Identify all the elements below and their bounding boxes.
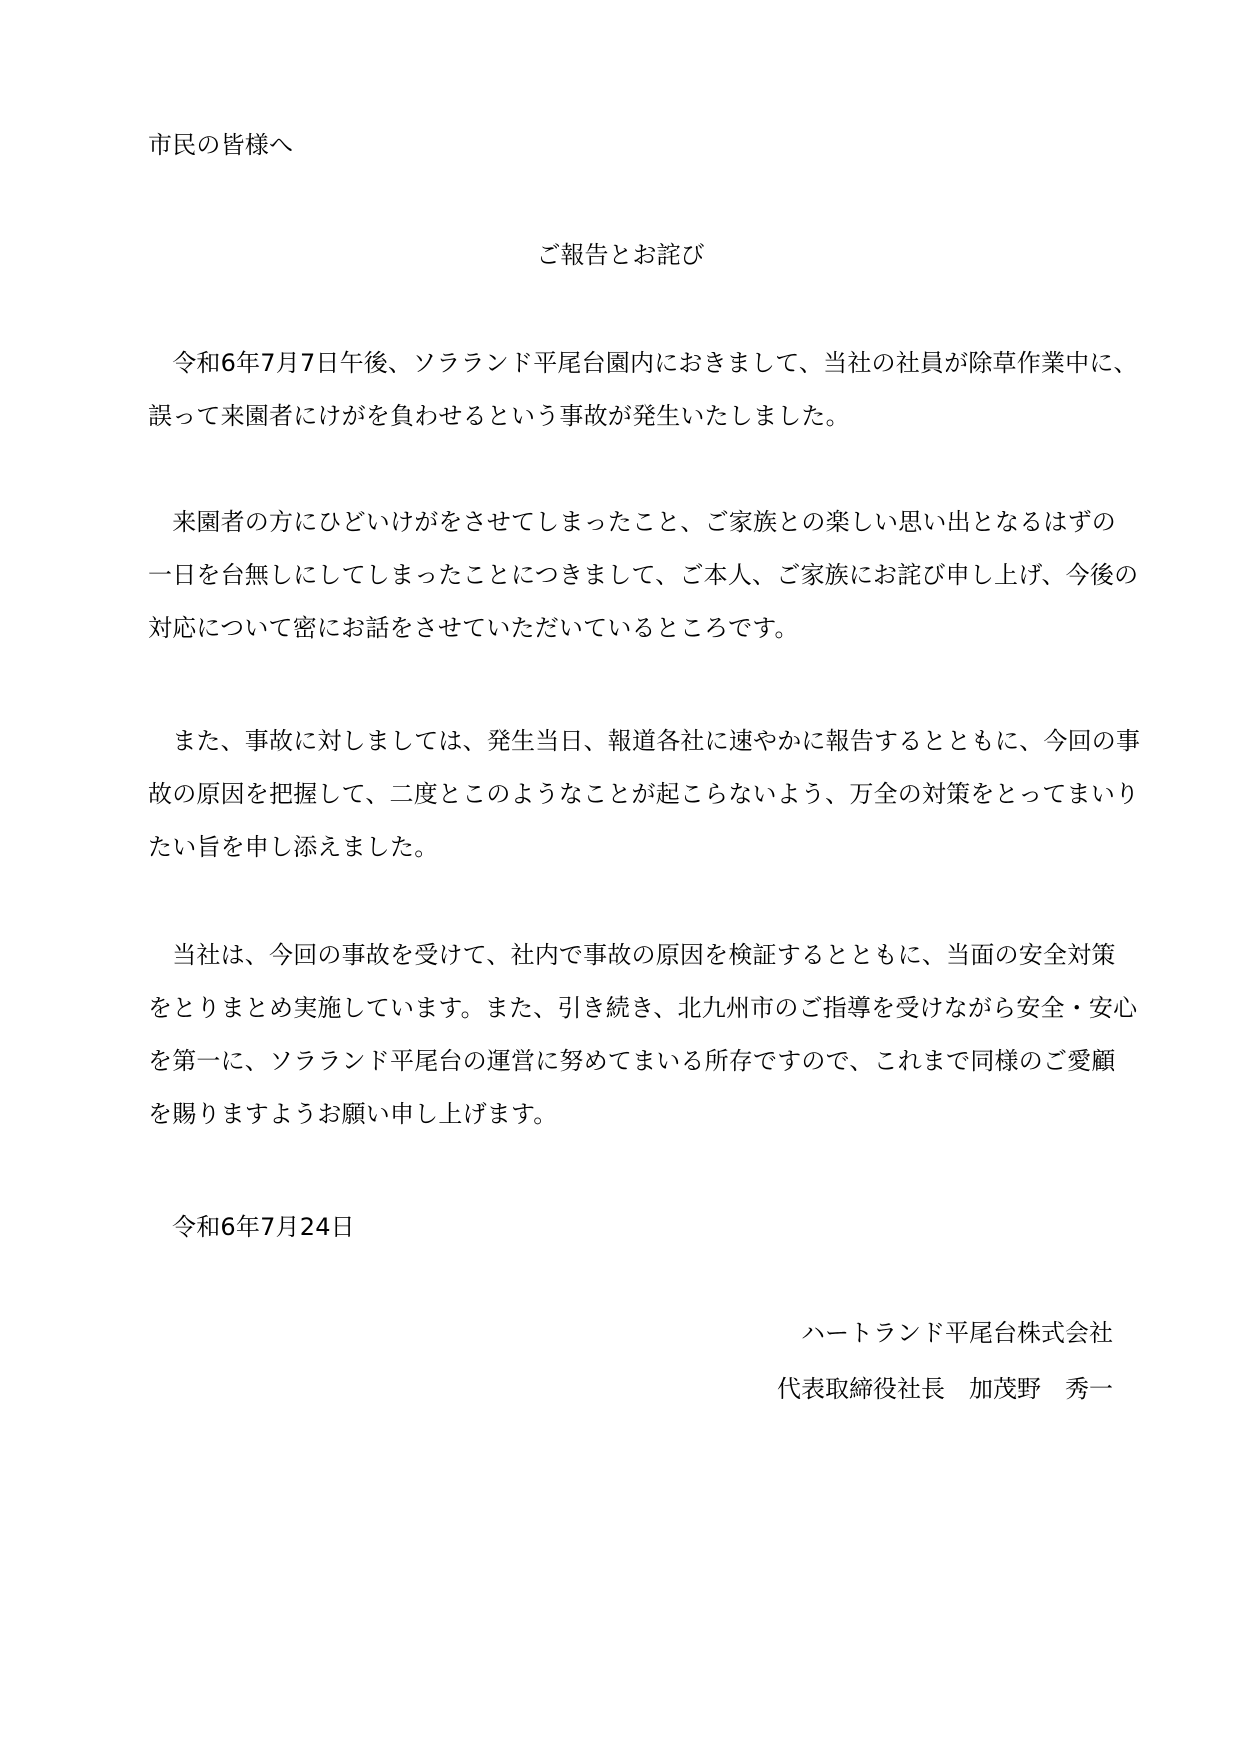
signatory-name: 代表取締役社長 加茂野 秀一 [777, 1375, 1113, 1403]
paragraph-4-line-2: をとりまとめ実施しています。また、引き続き、北九州市のご指導を受けながら安全・安心 [148, 994, 1138, 1022]
document-title: ご報告とお詫び [536, 241, 705, 269]
letter-date: 令和6年7月24日 [172, 1213, 355, 1241]
paragraph-4-line-1: 当社は、今回の事故を受けて、社内で事故の原因を検証するとともに、当面の安全対策 [148, 941, 1116, 969]
company-name: ハートランド平尾台株式会社 [801, 1319, 1113, 1347]
paragraph-1-line-1: 令和6年7月7日午後、ソラランド平尾台園内におきまして、当社の社員が除草作業中に、 [148, 349, 1138, 377]
paragraph-3-line-1: また、事故に対しましては、発生当日、報道各社に速やかに報告するとともに、今回の事 [148, 727, 1141, 755]
paragraph-3-line-2: 故の原因を把握して、二度とこのようなことが起こらないよう、万全の対策をとってまいり [148, 780, 1140, 808]
paragraph-2-line-3: 対応について密にお話をさせていただいているところです。 [148, 614, 799, 642]
salutation: 市民の皆様へ [148, 131, 294, 159]
paragraph-3-line-3: たい旨を申し添えました。 [148, 833, 439, 861]
paragraph-2-line-1: 来園者の方にひどいけがをさせてしまったこと、ご家族との楽しい思い出となるはずの [148, 508, 1116, 536]
paragraph-4-line-3: を第一に、ソラランド平尾台の運営に努めてまいる所存ですので、これまで同様のご愛顧 [148, 1047, 1116, 1075]
paragraph-4-line-4: を賜りますようお願い申し上げます。 [148, 1100, 558, 1128]
paragraph-1-line-2: 誤って来園者にけがを負わせるという事故が発生いたしました。 [148, 402, 850, 430]
paragraph-2-line-2: 一日を台無しにしてしまったことにつきまして、ご本人、ご家族にお詫び申し上げ、今後の [148, 561, 1139, 589]
